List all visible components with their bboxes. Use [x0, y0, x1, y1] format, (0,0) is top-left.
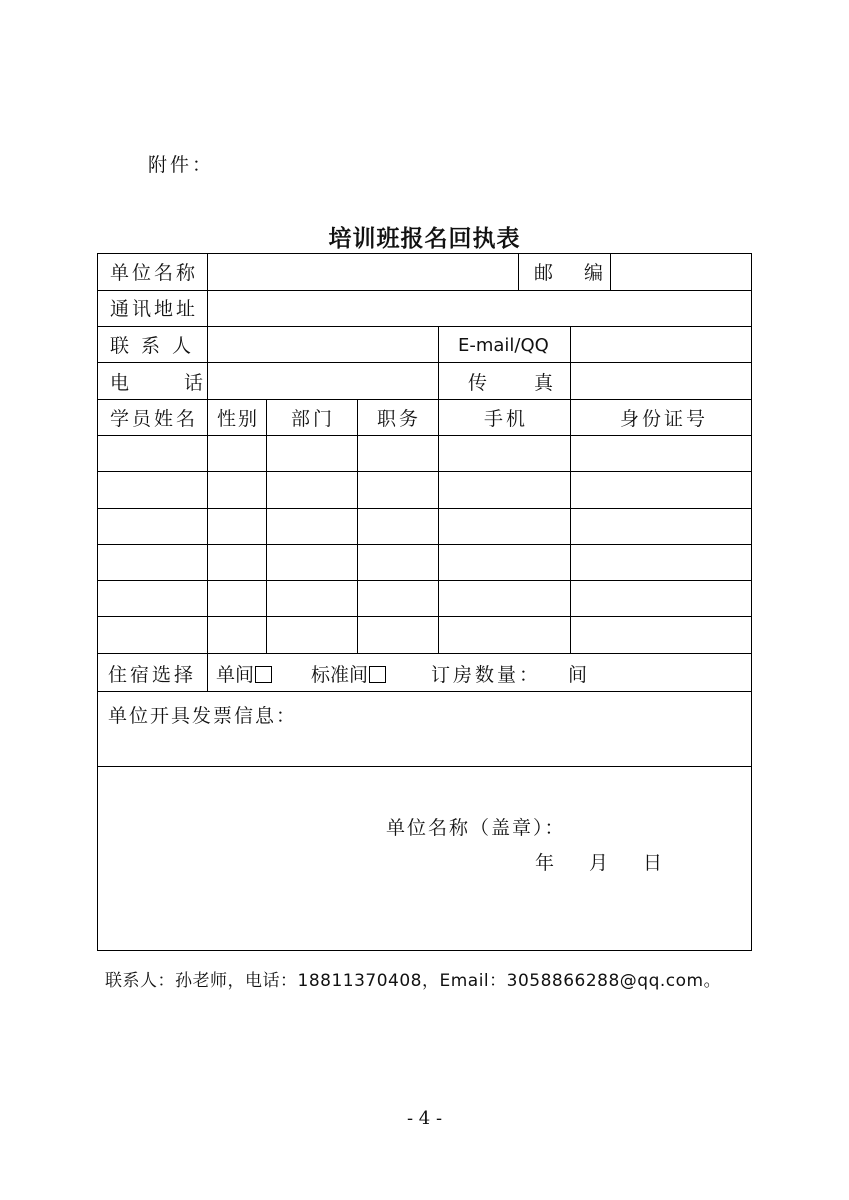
- label-accommodation: 住宿选择: [108, 664, 197, 686]
- col-divider: [266, 399, 267, 653]
- row-divider: [98, 653, 751, 654]
- col-divider: [570, 326, 571, 653]
- registration-form-table: [97, 253, 752, 951]
- row-divider: [98, 616, 751, 617]
- label-stamp: 单位名称（盖章）：: [386, 817, 566, 839]
- row-divider: [98, 290, 751, 291]
- col-divider: [610, 254, 611, 290]
- label-contact: 联系人: [110, 335, 204, 357]
- label-invoice-info: 单位开具发票信息：: [108, 705, 298, 727]
- standard-room-checkbox[interactable]: [369, 666, 386, 683]
- row-divider: [98, 766, 751, 767]
- col-divider: [207, 254, 208, 691]
- row-divider: [98, 691, 751, 692]
- standard-room-label: 标准间: [311, 664, 369, 686]
- label-year: 年: [535, 852, 555, 874]
- header-gender: 性别: [217, 408, 260, 430]
- row-divider: [98, 399, 751, 400]
- row-divider: [98, 544, 751, 545]
- label-postcode: 邮 编: [534, 262, 610, 284]
- row-divider: [98, 362, 751, 363]
- row-divider: [98, 435, 751, 436]
- header-position: 职务: [377, 408, 422, 430]
- label-email-qq: E-mail/QQ: [458, 335, 549, 356]
- option-single-room[interactable]: [216, 666, 272, 685]
- header-student-name: 学员姓名: [110, 408, 199, 430]
- col-divider: [518, 254, 519, 290]
- label-address: 通讯地址: [110, 298, 199, 320]
- single-room-label: 单间: [216, 664, 255, 686]
- label-day: 日: [643, 852, 663, 874]
- label-unit-name: 单位名称: [110, 262, 199, 284]
- page-number: - 4 -: [406, 1108, 443, 1129]
- form-title: 培训班报名回执表: [328, 225, 521, 252]
- contact-footer: 联系人：孙老师，电话：18811370408，Email：3058866288@qq.com。: [105, 971, 722, 991]
- header-department: 部门: [291, 408, 336, 430]
- label-month: 月: [589, 852, 609, 874]
- row-divider: [98, 580, 751, 581]
- row-divider: [98, 508, 751, 509]
- row-divider: [98, 471, 751, 472]
- col-divider: [438, 326, 439, 653]
- single-room-checkbox[interactable]: [255, 666, 272, 683]
- label-room-count: 订房数量：: [431, 664, 542, 686]
- header-mobile: 手机: [484, 408, 529, 430]
- label-phone: 电 话: [110, 372, 222, 394]
- attachment-label: 附件：: [148, 154, 215, 176]
- label-room-unit: 间: [568, 664, 588, 686]
- col-divider: [357, 399, 358, 653]
- option-standard-room[interactable]: [311, 666, 386, 685]
- label-fax: 传 真: [468, 372, 568, 394]
- header-id-number: 身份证号: [620, 408, 709, 430]
- row-divider: [98, 326, 751, 327]
